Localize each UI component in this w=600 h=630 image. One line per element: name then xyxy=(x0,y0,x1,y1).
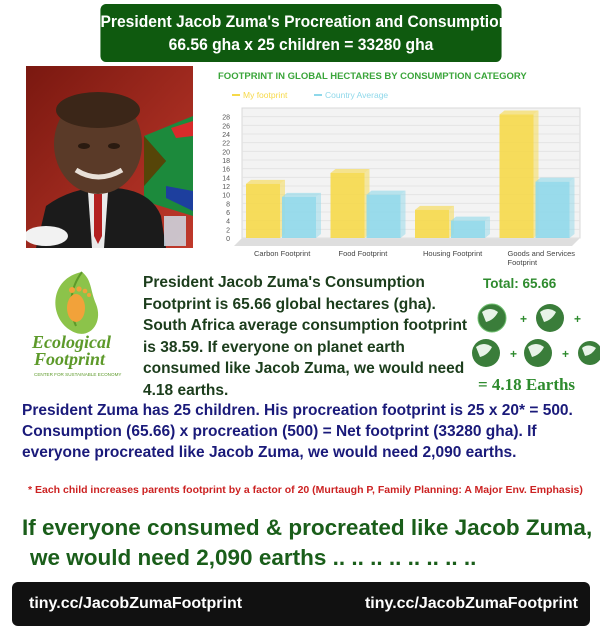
plus-sign: + xyxy=(520,312,528,326)
person-photo xyxy=(26,66,193,248)
y-tick-label: 28 xyxy=(222,114,230,122)
y-tick-label: 26 xyxy=(222,123,230,131)
chart-title: FOOTPRINT IN GLOBAL HECTARES BY CONSUMPTION CATEGORY xyxy=(218,71,527,82)
conclusion-line-1: If everyone consumed & procreated like Jacob Zuma, xyxy=(22,515,593,540)
svg-text:My footprint: My footprint xyxy=(243,90,288,100)
earths-result-label: = 4.18 Earths xyxy=(478,375,576,394)
y-tick-label: 12 xyxy=(222,184,230,191)
bar xyxy=(500,111,539,239)
total-footprint-label: Total: 65.66 xyxy=(483,276,557,291)
bar xyxy=(331,169,370,238)
y-tick-label: 20 xyxy=(222,149,230,157)
ecological-footprint-logo xyxy=(30,268,130,380)
bar xyxy=(367,191,406,238)
footprint-chart xyxy=(214,66,592,272)
bar xyxy=(282,193,321,238)
x-tick-label: Carbon Footprint xyxy=(254,249,311,258)
y-tick-label: 8 xyxy=(226,201,230,209)
svg-text:Country Average: Country Average xyxy=(325,90,389,100)
earth-icon xyxy=(478,304,506,332)
earths-illustration xyxy=(470,298,600,378)
conclusion-line-2: we would need 2,090 earths .. .. .. .. .. .. .. .. xyxy=(30,545,477,570)
logo-word-footprint: Footprint xyxy=(34,349,106,369)
chart-plot-area xyxy=(222,108,580,267)
y-tick-label: 16 xyxy=(222,166,230,174)
earth-icon xyxy=(536,304,564,332)
bar xyxy=(415,206,454,238)
legend-item xyxy=(314,90,388,100)
y-tick-label: 22 xyxy=(222,140,230,148)
plus-sign: + xyxy=(562,347,570,361)
y-tick-label: 18 xyxy=(222,158,230,165)
x-tick-label: Food Footprint xyxy=(338,249,388,258)
conclusion-statement xyxy=(22,513,597,573)
footer-link-left[interactable]: tiny.cc/JacobZumaFootprint xyxy=(29,595,243,612)
header-banner xyxy=(100,4,582,62)
plus-sign: + xyxy=(510,347,518,361)
x-tick-label: Footprint xyxy=(507,258,538,267)
bar xyxy=(246,180,285,238)
chart-legend xyxy=(232,90,388,100)
banner-equation: 66.56 gha x 25 children = 33280 gha xyxy=(168,35,434,54)
bar xyxy=(451,217,490,238)
y-tick-label: 2 xyxy=(226,227,230,235)
earth-icon xyxy=(524,339,552,367)
footnote: * Each child increases parents footprint by a factor of 20 (Murtaugh P, Family Planning: A Major Env. Emphasis) xyxy=(28,484,583,496)
earth-icon xyxy=(472,339,500,367)
footer-bar xyxy=(12,582,590,626)
procreation-paragraph: President Zuma has 25 children. His procreation footprint is 25 x 20* = 500. Consumption (65.66) x procreation (500) = Net footprint (33280 gha). If everyone procreated like Jacob Zuma, we would need 2,090 earths. xyxy=(22,402,573,461)
y-tick-label: 24 xyxy=(222,132,230,139)
y-tick-label: 4 xyxy=(226,218,230,226)
banner-title: President Jacob Zuma's Procreation and Consumption Footprint xyxy=(100,12,582,31)
bar xyxy=(536,178,575,238)
footer-link-right[interactable]: tiny.cc/JacobZumaFootprint xyxy=(364,595,578,612)
plus-sign: + xyxy=(574,312,582,326)
legend-item xyxy=(232,90,288,100)
x-tick-label: Housing Footprint xyxy=(423,249,483,258)
y-tick-label: 0 xyxy=(226,236,230,243)
y-tick-label: 14 xyxy=(222,175,230,183)
x-tick-label: Goods and Services xyxy=(507,249,576,258)
earth-icon xyxy=(578,341,600,365)
consumption-paragraph: President Jacob Zuma's Consumption Footprint is 65.66 global hectares (gha). South Africa average consumption footprint is 38.59. If everyone on planet earth consumed like Jacob Zuma, we would need 4.18 earths. xyxy=(143,274,468,399)
logo-word-ecological: Ecological xyxy=(32,332,111,352)
logo-tagline: CENTER FOR SUSTAINABLE ECONOMY xyxy=(34,372,122,377)
y-tick-label: 10 xyxy=(222,192,230,200)
y-tick-label: 6 xyxy=(226,210,230,217)
